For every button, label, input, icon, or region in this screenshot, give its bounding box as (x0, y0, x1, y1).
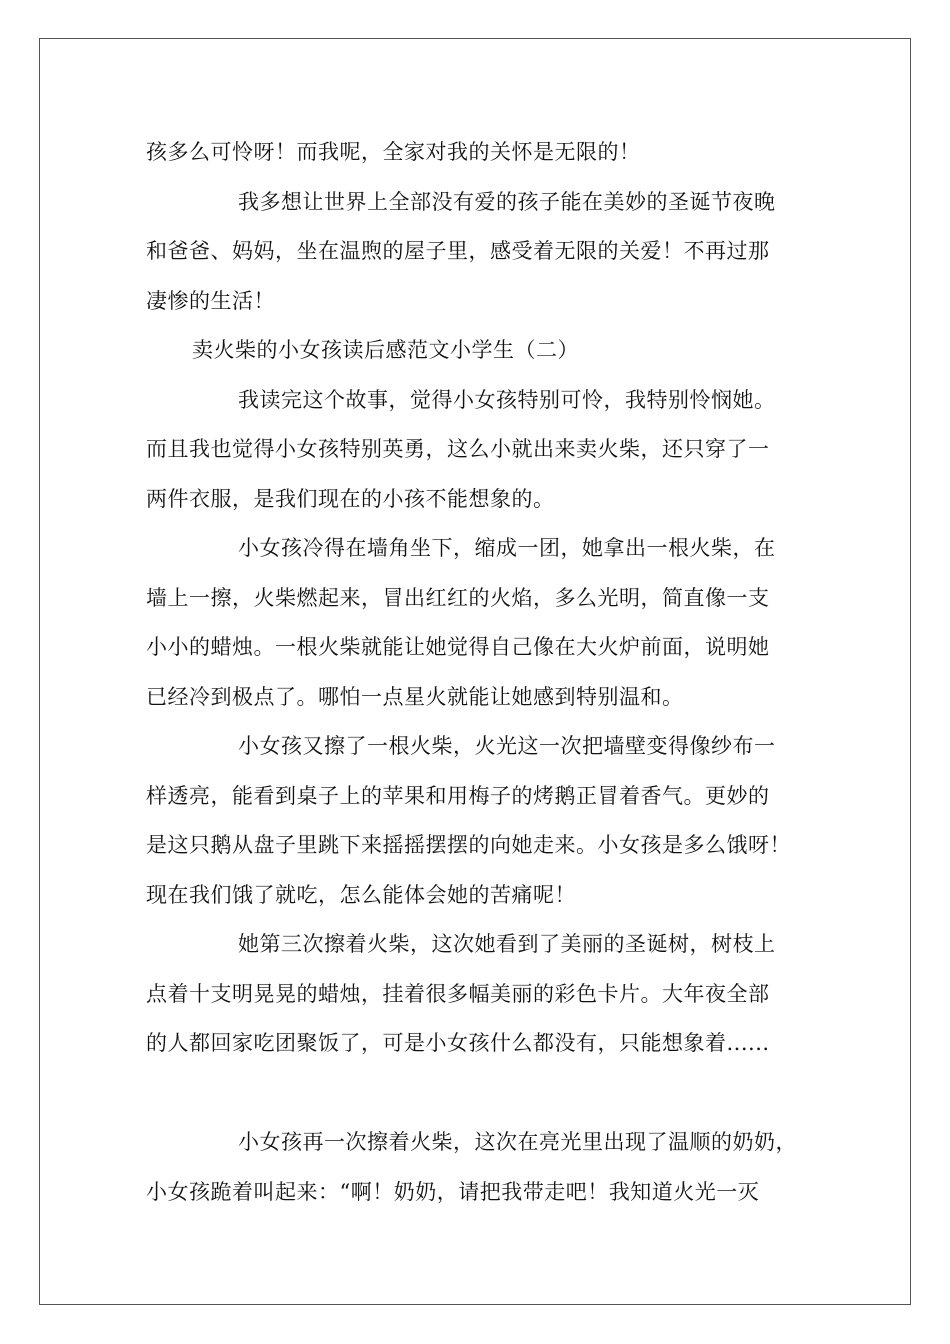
paragraph-line: 小女孩冷得在墙角坐下，缩成一团，她拿出一根火柴，在 (238, 536, 776, 560)
paragraph-line: 是这只鹅从盘子里跳下来摇摇摆摆的向她走来。小女孩是多么饿呀！ (146, 833, 791, 857)
paragraph-line: 样透亮，能看到桌子上的苹果和用梅子的烤鹅正冒着香气。更妙的 (146, 783, 770, 808)
paragraph-line: 我读完这个故事，觉得小女孩特别可怜，我特别怜悯她。 (238, 387, 776, 412)
paragraph-line: 而且我也觉得小女孩特别英勇，这么小就出来卖火柴，还只穿了一 (146, 437, 770, 461)
paragraph-line: 小女孩再一次擦着火柴，这次在亮光里出现了温顺的奶奶， (238, 1130, 797, 1154)
paragraph-line: 两件衣服，是我们现在的小孩不能想象的。 (146, 486, 555, 511)
document-body (146, 128, 816, 1217)
paragraph-line: 我多想让世界上全部没有爱的孩子能在美妙的圣诞节夜晚 (238, 189, 776, 214)
paragraph-line: 墙上一擦，火柴燃起来，冒出红红的火焰，多么光明，简直像一支 (146, 585, 770, 610)
paragraph-line: 的人都回家吃团聚饭了，可是小女孩什么都没有，只能想象着...... (146, 1031, 770, 1055)
paragraph-line: 孩多么可怜呀！而我呢，全家对我的关怀是无限的！ (146, 140, 641, 164)
paragraph-line: 她第三次擦着火柴，这次她看到了美丽的圣诞树，树枝上 (238, 932, 776, 956)
paragraph-line: 现在我们饿了就吃，怎么能体会她的苦痛呢！ (146, 882, 576, 907)
paragraph-line: 已经冷到极点了。哪怕一点星火就能让她感到特别温和。 (146, 684, 684, 709)
paragraph-line: 小小的蜡烛。一根火柴就能让她觉得自己像在大火炉前面，说明她 (146, 635, 770, 659)
paragraph-line: 点着十支明晃晃的蜡烛，挂着很多幅美丽的彩色卡片。大年夜全部 (146, 981, 770, 1006)
paragraph-line: 凄惨的生活！ (146, 288, 275, 313)
paragraph-line: 和爸爸、妈妈，坐在温煦的屋子里，感受着无限的关爱！不再过那 (146, 239, 770, 263)
paragraph-line: 小女孩跪着叫起来：“啊！奶奶，请把我带走吧！我知道火光一灭 (146, 1179, 760, 1204)
paragraph-gap (146, 1069, 816, 1119)
paragraph-line: 小女孩又擦了一根火柴，火光这一次把墙壁变得像纱布一 (238, 734, 776, 758)
section-heading: 卖火柴的小女孩读后感范文小学生（二） (192, 338, 579, 362)
